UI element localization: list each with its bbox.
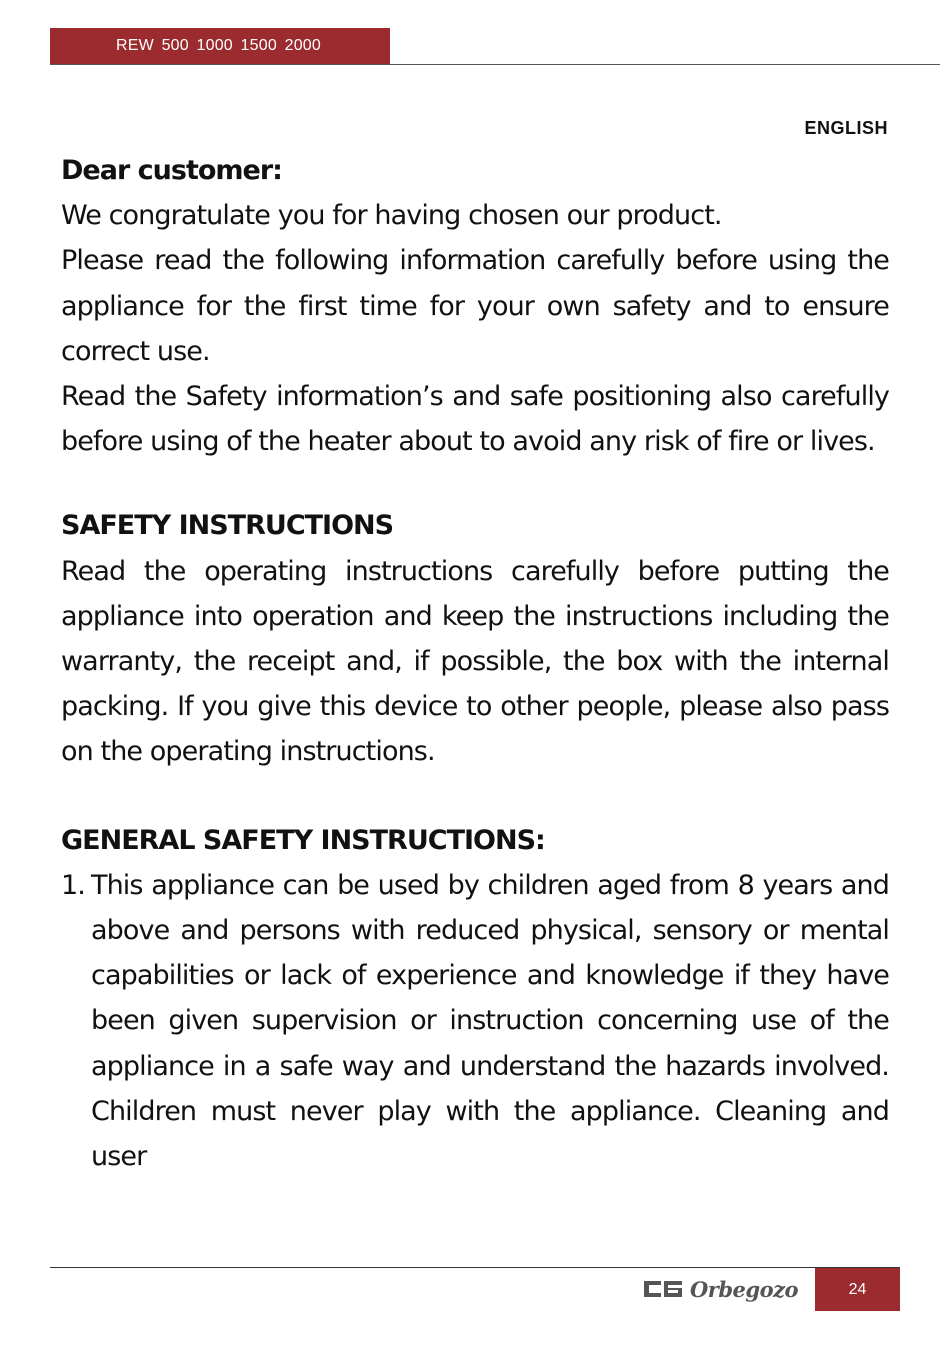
page-number-box [815, 1268, 900, 1311]
page-number: 24 [848, 1281, 867, 1298]
header-divider [50, 64, 940, 65]
general-safety-heading: GENERAL SAFETY INSTRUCTIONS: [61, 824, 545, 856]
brand-name: Orbegozo [690, 1276, 799, 1302]
intro-line: We congratulate you for having chosen our product. [61, 200, 722, 232]
greeting-heading: Dear customer: [61, 155, 282, 186]
header-model-band [50, 28, 390, 64]
document-body [61, 148, 889, 1179]
intro-paragraph-2: Read the Safety information’s and safe positioning also carefully before using of the heater about to avoid any risk of fire or lives. [61, 381, 889, 458]
spacer [61, 464, 889, 503]
brand-logo [644, 1276, 798, 1302]
footer-divider [50, 1267, 900, 1268]
list-item-text: This appliance can be used by children aged from 8 years and above and persons with reduced physical, sensory or mental capabilities or lack of experience and knowledge if they have been given supervision or instruction concerning use of the appliance in a safe way and understand the hazards involved. Children must never play with the appliance. Cleaning and user [91, 869, 889, 1173]
list-item-number: 1. [61, 869, 85, 901]
model-label: REW 500 1000 1500 2000 [116, 37, 321, 54]
language-label: ENGLISH [804, 118, 888, 138]
safety-paragraph: Read the operating instructions carefully before putting the appliance into operation and keep the instructions including the warranty, the receipt and, if possible, the box with the internal packing. If you give this device to other people, please also pass on the operating instructions. [61, 555, 889, 768]
spacer [61, 775, 889, 818]
safety-heading: SAFETY INSTRUCTIONS [61, 510, 394, 542]
brand-mark-icon [644, 1279, 682, 1299]
intro-paragraph-1: Please read the following information carefully before using the appliance for the first time for your own safety and to ensure correct use. [61, 245, 889, 367]
list-item [61, 863, 889, 1179]
